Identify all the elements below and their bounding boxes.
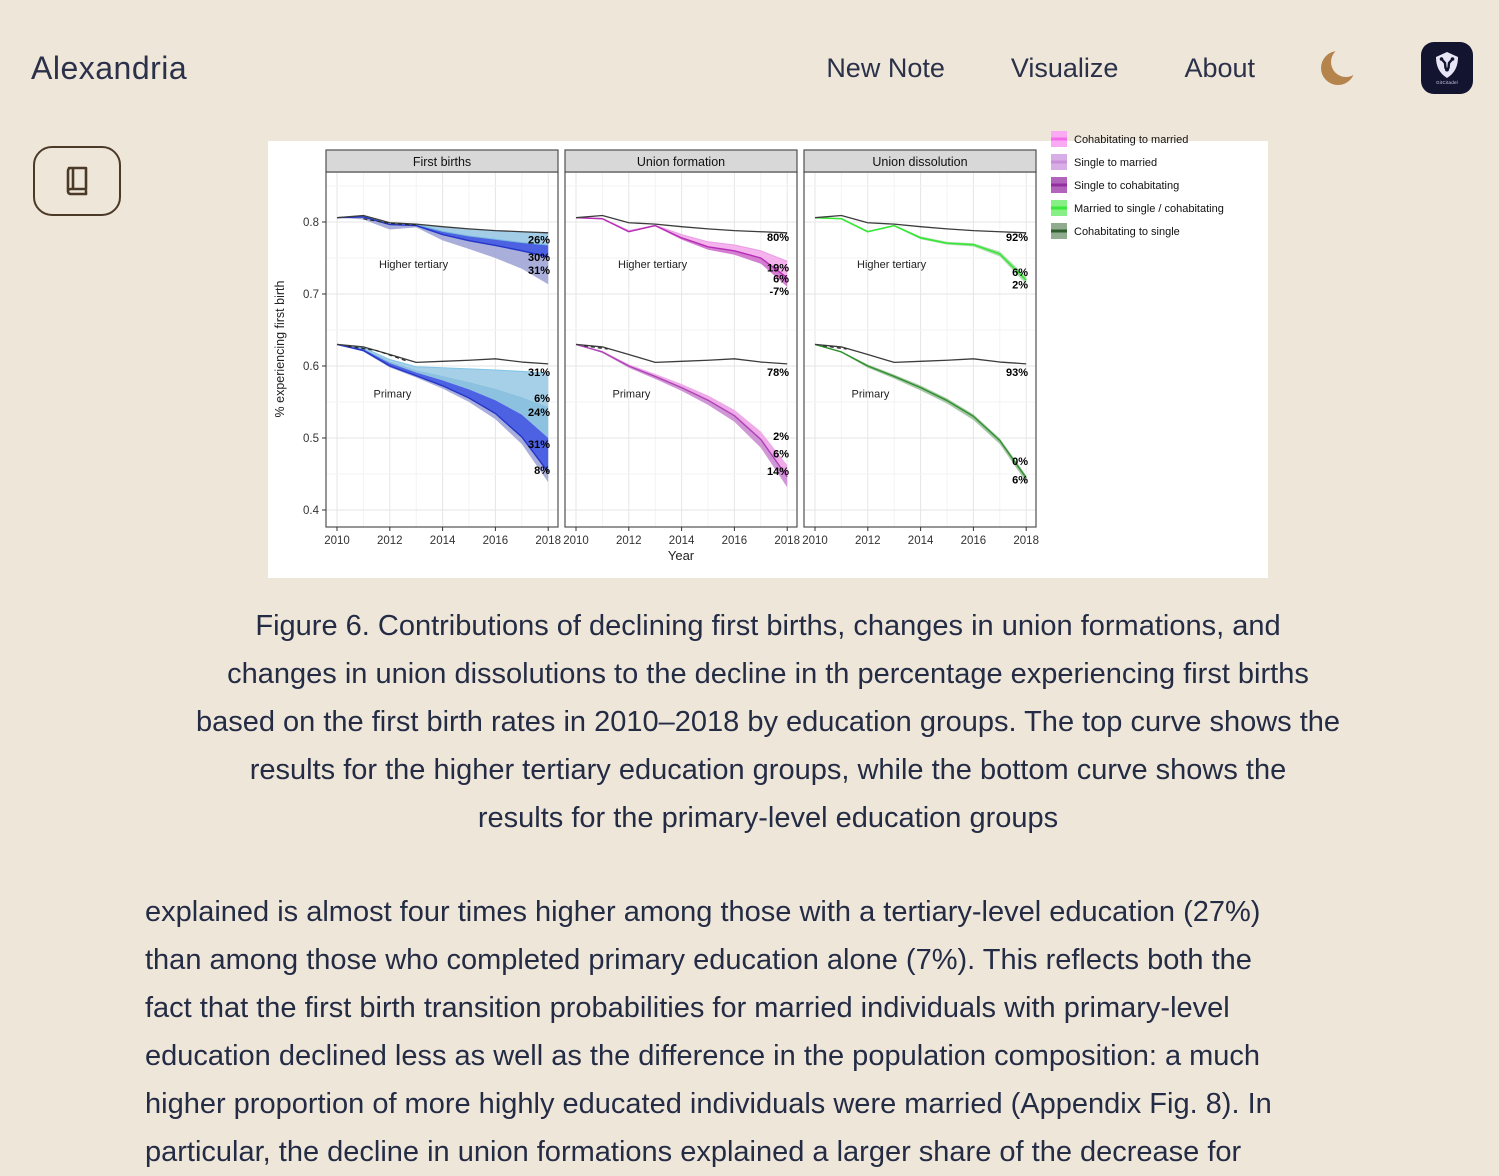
pct-annotation: -7% bbox=[769, 285, 789, 298]
svg-text:0.5: 0.5 bbox=[303, 433, 319, 445]
pct-annotation: 24% bbox=[527, 407, 550, 420]
pct-annotation: 93% bbox=[1005, 367, 1028, 380]
pct-annotation: 31% bbox=[527, 367, 550, 380]
panel-title: Union dissolution bbox=[872, 155, 968, 169]
pct-annotation: 30% bbox=[527, 251, 550, 264]
pct-annotation: 2% bbox=[773, 430, 789, 443]
caption-line: based on the first birth rates in 2010–2018 by education groups. The top curve shows the bbox=[195, 706, 1341, 738]
svg-text:Single to married: Single to married bbox=[1074, 157, 1158, 169]
pct-annotation: 6% bbox=[1012, 267, 1028, 280]
panel-first-births bbox=[324, 150, 561, 547]
svg-text:2014: 2014 bbox=[668, 535, 695, 547]
group-label: Primary bbox=[851, 388, 890, 401]
svg-text:2010: 2010 bbox=[802, 535, 828, 547]
moon-bite bbox=[1331, 47, 1361, 77]
svg-text:0.7: 0.7 bbox=[303, 289, 319, 301]
pct-annotation: 92% bbox=[1005, 232, 1028, 245]
figure-caption bbox=[138, 602, 1398, 842]
logo-caption: GitCitadel bbox=[1436, 80, 1458, 85]
svg-text:2018: 2018 bbox=[1013, 535, 1039, 547]
svg-text:2010: 2010 bbox=[324, 535, 350, 547]
para-line: higher proportion of more highly educated individuals were married (Appendix Fig. 8). In bbox=[145, 1088, 1272, 1120]
nav-item-visualize[interactable]: Visualize bbox=[1010, 52, 1119, 83]
x-axis-label: Year bbox=[667, 548, 695, 563]
pct-annotation: 78% bbox=[766, 367, 789, 380]
shield-icon bbox=[1434, 51, 1460, 79]
decomposition-chart-svg bbox=[268, 134, 1268, 578]
pct-annotation: 6% bbox=[773, 448, 789, 461]
caption-line: results for the higher tertiary education groups, while the bottom curve shows the bbox=[249, 754, 1287, 786]
group-label: Primary bbox=[612, 388, 651, 401]
svg-text:2014: 2014 bbox=[907, 535, 934, 547]
nav-item-about[interactable]: About bbox=[1184, 52, 1255, 83]
para-line-clipped: particular, the decline in union formations explained a larger share of the decrease for bbox=[145, 1136, 1242, 1168]
body-paragraph bbox=[145, 888, 1395, 1176]
book-icon bbox=[61, 164, 93, 198]
group-label: Higher tertiary bbox=[379, 259, 449, 272]
pct-annotation: 6% bbox=[1012, 474, 1028, 487]
svg-text:2016: 2016 bbox=[482, 535, 509, 547]
pct-annotation: 19% bbox=[766, 262, 789, 275]
gitcitadel-logo[interactable] bbox=[1421, 42, 1473, 94]
pct-annotation: 31% bbox=[527, 264, 550, 277]
svg-text:Cohabitating to married: Cohabitating to married bbox=[1074, 134, 1189, 146]
group-label: Primary bbox=[373, 388, 412, 401]
svg-text:2014: 2014 bbox=[429, 535, 456, 547]
svg-text:Cohabitating to single: Cohabitating to single bbox=[1074, 226, 1180, 238]
app-title: Alexandria bbox=[31, 49, 188, 86]
svg-text:2018: 2018 bbox=[535, 535, 561, 547]
pct-annotation: 6% bbox=[773, 273, 789, 286]
svg-text:0.8: 0.8 bbox=[303, 217, 319, 229]
svg-text:2012: 2012 bbox=[855, 535, 881, 547]
dark-mode-toggle-moon-icon[interactable] bbox=[1321, 51, 1355, 85]
pct-annotation: 0% bbox=[1012, 456, 1028, 469]
top-navigation-bar bbox=[0, 0, 1499, 100]
svg-text:Married to single / cohabitati: Married to single / cohabitating bbox=[1074, 203, 1224, 215]
svg-text:0.6: 0.6 bbox=[303, 361, 319, 373]
pct-annotation: 80% bbox=[766, 232, 789, 245]
svg-text:2018: 2018 bbox=[774, 535, 800, 547]
svg-text:2012: 2012 bbox=[377, 535, 403, 547]
panel-title: Union formation bbox=[636, 155, 726, 169]
group-label: Higher tertiary bbox=[857, 259, 927, 272]
pct-annotation: 31% bbox=[527, 439, 550, 452]
pct-annotation: 14% bbox=[766, 465, 789, 478]
para-line: than among those who completed primary education alone (7%). This reflects both the bbox=[145, 944, 1252, 976]
figure-6-chart bbox=[268, 134, 1268, 578]
caption-line: results for the primary-level education groups bbox=[477, 802, 1059, 834]
nav-menu bbox=[826, 42, 1473, 94]
y-axis-label: % experiencing first birth bbox=[273, 280, 287, 418]
panel-union-dissolution bbox=[802, 150, 1039, 547]
panel-title: First births bbox=[412, 155, 472, 169]
pct-annotation: 2% bbox=[1012, 279, 1028, 292]
panel-union-formation bbox=[563, 150, 800, 547]
svg-text:0.4: 0.4 bbox=[303, 505, 319, 517]
reader-view-button[interactable] bbox=[33, 146, 121, 216]
pct-annotation: 8% bbox=[534, 465, 550, 478]
para-line: explained is almost four times higher among those with a tertiary-level education (27%) bbox=[145, 896, 1261, 928]
pct-annotation: 6% bbox=[534, 393, 550, 406]
nav-item-new-note[interactable]: New Note bbox=[826, 52, 945, 83]
svg-text:2012: 2012 bbox=[616, 535, 642, 547]
svg-text:Single to cohabitating: Single to cohabitating bbox=[1074, 180, 1180, 192]
group-label: Higher tertiary bbox=[618, 259, 688, 272]
caption-line: changes in union dissolutions to the decline in th percentage experiencing first births bbox=[227, 658, 1309, 690]
pct-annotation: 26% bbox=[527, 234, 550, 247]
chart-legend bbox=[1051, 131, 1224, 239]
svg-text:2016: 2016 bbox=[721, 535, 748, 547]
para-line: education declined less as well as the difference in the population composition: a much bbox=[145, 1040, 1261, 1072]
svg-text:2016: 2016 bbox=[960, 535, 987, 547]
para-line: fact that the first birth transition probabilities for married individuals with primary-level bbox=[145, 992, 1230, 1024]
svg-text:2010: 2010 bbox=[563, 535, 589, 547]
caption-line: Figure 6. Contributions of declining first births, changes in union formations, and bbox=[255, 610, 1281, 642]
